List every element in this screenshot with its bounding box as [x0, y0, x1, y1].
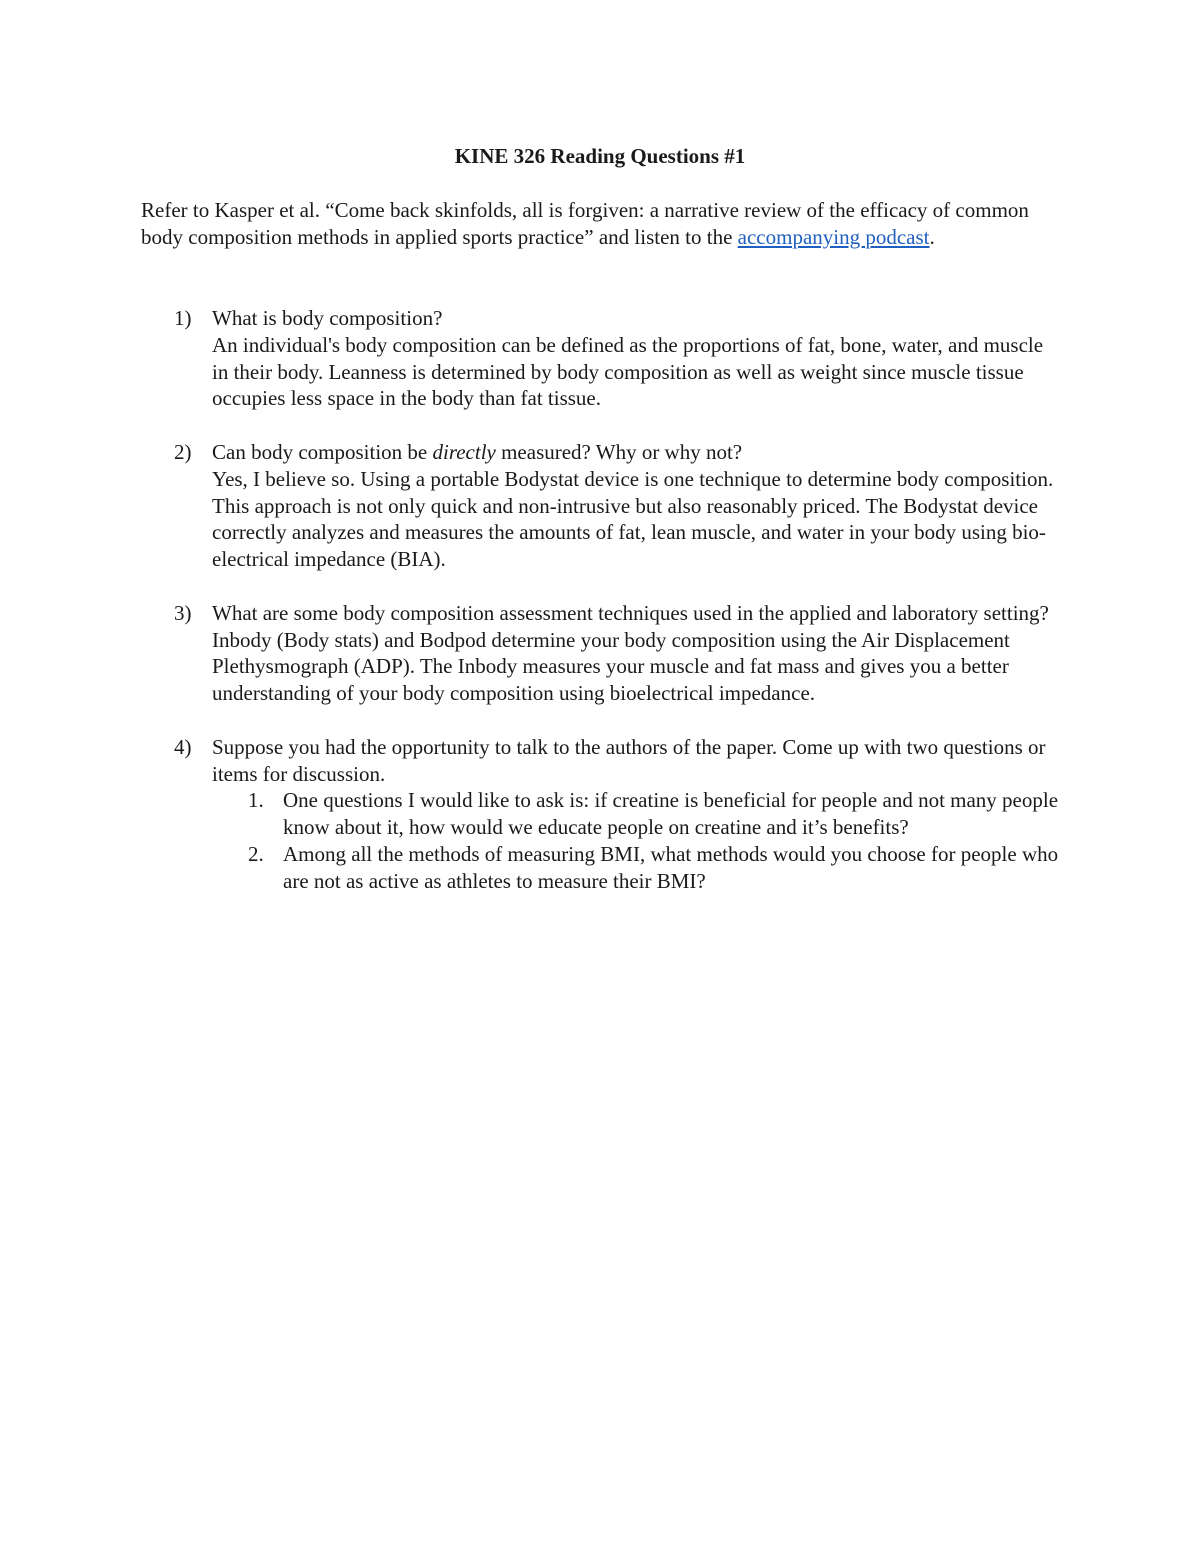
question-item-1: [141, 305, 1061, 412]
discussion-items-list: [212, 787, 1061, 894]
discussion-item: [212, 787, 1061, 841]
question-text: What is body composition?: [212, 306, 443, 330]
discussion-item-text: Among all the methods of measuring BMI, what methods would you choose for people who are not as active as athletes to measure their BMI?: [283, 841, 1059, 893]
discussion-item-number: 1.: [248, 788, 264, 813]
question-text: Suppose you had the opportunity to talk to the authors of the paper. Come up with two questions or items for discussion.: [212, 734, 1046, 786]
question-number: 2): [174, 439, 192, 464]
answer-text: An individual's body composition can be defined as the proportions of fat, bone, water, and muscle in their body. Leanness is determined by body composition as well as weight since muscle tissue occupies less space in the body than fat tissue.: [212, 332, 1044, 411]
question-text-part: measured? Why or why not?: [495, 439, 743, 464]
questions-list: [141, 305, 1061, 921]
question-number: 3): [174, 600, 192, 625]
answer-text: Inbody (Body stats) and Bodpod determine your body composition using the Air Displacement Plethysmograph (ADP). The Inbody measures your muscle and fat mass and gives you a better understanding of your body composition using bioelectrical impedance.: [212, 627, 1010, 706]
answer-text: Yes, I believe so. Using a portable Bodystat device is one technique to determine body composition. This approach is not only quick and non-intrusive but also reasonably priced. The Bodystat device correctly analyzes and measures the amounts of fat, lean muscle, and water in your body using bio-electrical impedance (BIA).: [212, 466, 1054, 572]
intro-period: .: [929, 224, 935, 249]
question-number: 4): [174, 734, 192, 759]
intro-text: Refer to Kasper et al. “Come back skinfolds, all is forgiven: a narrative review of the efficacy of common body composition methods in applied sports practice” and listen to the: [141, 198, 1029, 249]
intro-paragraph: [141, 197, 1061, 251]
question-text: What are some body composition assessment techniques used in the applied and laboratory setting?: [212, 600, 1049, 625]
question-item-2: [141, 439, 1061, 573]
document-title: KINE 326 Reading Questions #1: [454, 144, 746, 168]
question-text-part: Can body composition be: [212, 439, 433, 464]
question-item-4: [141, 734, 1061, 895]
question-item-3: [141, 600, 1061, 707]
discussion-item-text: One questions I would like to ask is: if creatine is beneficial for people and not many people know about it, how would we educate people on creatine and it’s benefits?: [283, 788, 1059, 840]
discussion-item-number: 2.: [248, 841, 264, 866]
podcast-link[interactable]: accompanying podcast: [737, 224, 930, 249]
question-number: 1): [174, 306, 192, 330]
discussion-item: [212, 841, 1061, 895]
question-emphasis: directly: [432, 439, 496, 464]
question-text: [212, 440, 742, 464]
